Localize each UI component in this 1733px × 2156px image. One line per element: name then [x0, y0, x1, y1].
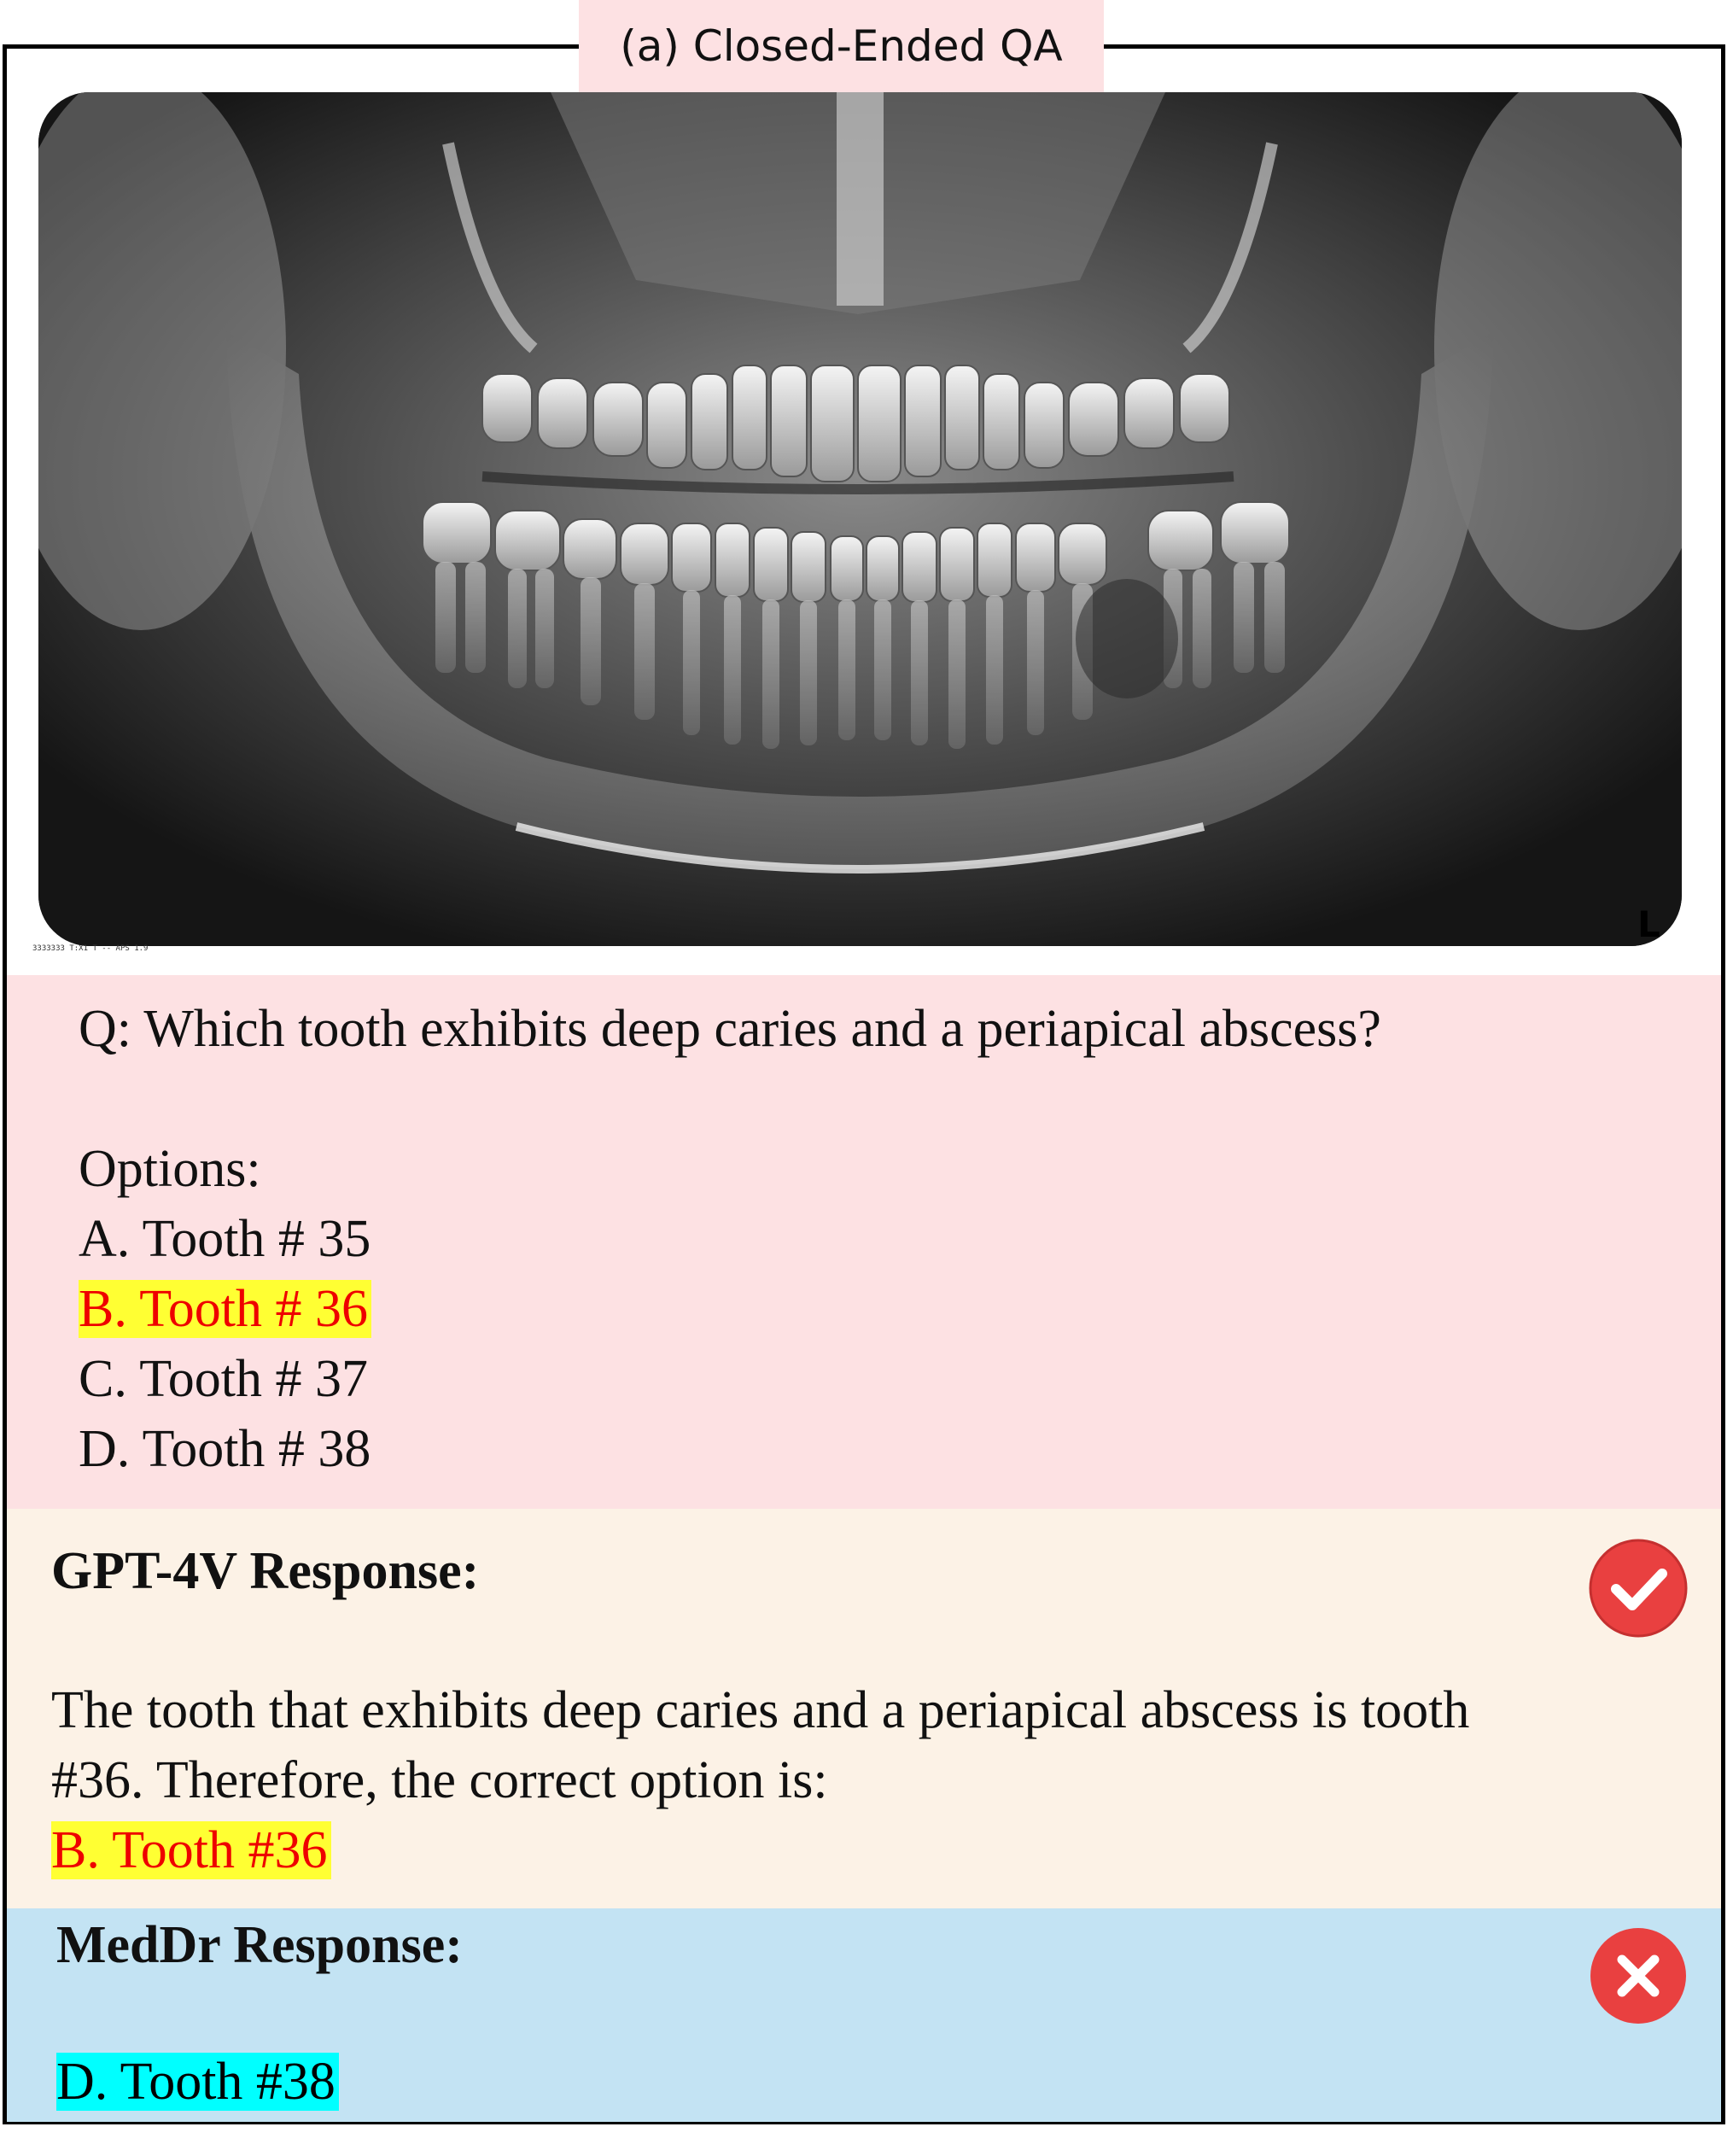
gpt4v-heading: GPT-4V Response:	[51, 1542, 480, 1600]
option-c: C. Tooth # 37	[79, 1350, 369, 1408]
options-label: Options:	[79, 1140, 261, 1198]
xray-illustration	[38, 92, 1682, 946]
option-a: A. Tooth # 35	[79, 1210, 371, 1268]
gpt4v-answer-line-2: #36. Therefore, the correct option is:	[51, 1751, 828, 1809]
option-b-highlight: B. Tooth # 36	[79, 1280, 371, 1338]
meddr-response-section	[7, 1908, 1721, 2122]
xray-side-marker: L	[1637, 903, 1660, 945]
option-d: D. Tooth # 38	[79, 1420, 371, 1478]
gpt4v-answer-line-1: The tooth that exhibits deep caries and a periapical abscess is tooth	[51, 1681, 1470, 1739]
question-section	[7, 975, 1721, 1509]
dental-xray-image	[38, 92, 1682, 946]
meddr-heading: MedDr Response:	[56, 1916, 463, 1974]
check-circle-icon	[1588, 1538, 1689, 1639]
figure-title: (a) Closed-Ended QA	[579, 0, 1104, 92]
question-text: Q: Which tooth exhibits deep caries and a periapical abscess?	[79, 1000, 1381, 1058]
meddr-answer	[56, 2053, 339, 2111]
meddr-answer-highlight: D. Tooth #38	[56, 2053, 339, 2111]
gpt4v-response-section	[7, 1509, 1721, 1908]
x-circle-icon	[1588, 1925, 1689, 2026]
gpt4v-final-answer-highlight: B. Tooth #36	[51, 1821, 331, 1879]
xray-meta-text: 3333333 T:X1 T -- APS 1.9	[32, 944, 149, 953]
gpt4v-final-answer	[51, 1821, 331, 1879]
option-b	[79, 1280, 371, 1338]
